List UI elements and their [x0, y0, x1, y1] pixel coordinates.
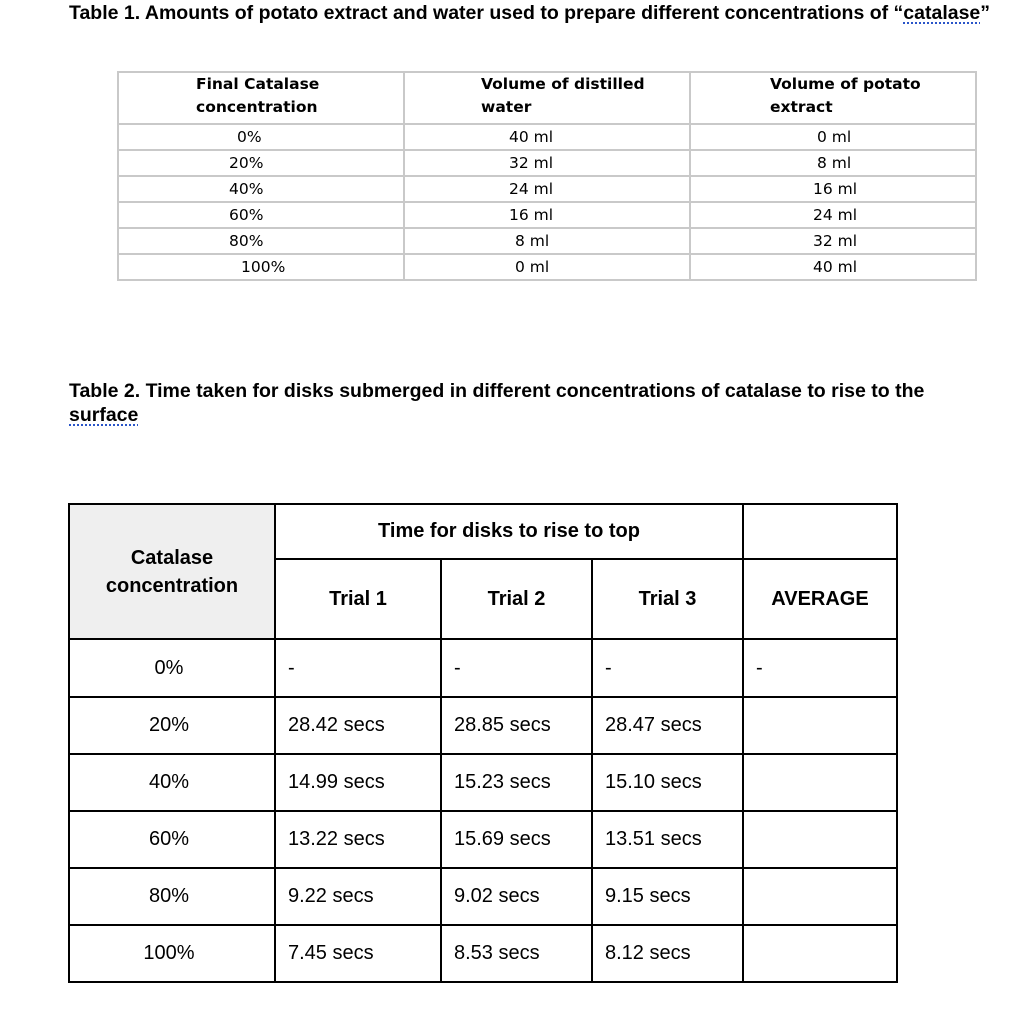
- table1-header-extract: Volume of potato extract: [690, 72, 976, 124]
- table1-cell-concentration: 40%: [118, 176, 404, 202]
- table1-cell-extract: 8 ml: [690, 150, 976, 176]
- table-row: [69, 697, 897, 754]
- table1-cell-extract: 0 ml: [690, 124, 976, 150]
- table1-cell-water: 8 ml: [404, 228, 690, 254]
- table2-cell-trial2: 8.53 secs: [441, 925, 592, 982]
- table2: [68, 503, 898, 983]
- table2-cell-trial3: 9.15 secs: [592, 868, 743, 925]
- table2-cell-concentration: 60%: [69, 811, 275, 868]
- table2-cell-average: -: [743, 639, 897, 697]
- table-row: [118, 202, 976, 228]
- table1-cell-concentration: 80%: [118, 228, 404, 254]
- table2-cell-concentration: 0%: [69, 639, 275, 697]
- table2-header-concentration: Catalase concentration: [69, 504, 275, 639]
- table2-cell-trial1: 7.45 secs: [275, 925, 441, 982]
- table1-header-row: [118, 72, 976, 124]
- table1-cell-extract: 40 ml: [690, 254, 976, 280]
- table2-cell-trial1: 28.42 secs: [275, 697, 441, 754]
- table1-cell-water: 16 ml: [404, 202, 690, 228]
- table2-cell-trial3: 8.12 secs: [592, 925, 743, 982]
- table1-cell-concentration: 20%: [118, 150, 404, 176]
- table2-cell-average: [743, 925, 897, 982]
- table1-title-catalase-word: catalase: [903, 2, 981, 24]
- table-row: [69, 754, 897, 811]
- table1-cell-concentration: 60%: [118, 202, 404, 228]
- table-row: [118, 254, 976, 280]
- table2-cell-average: [743, 754, 897, 811]
- table1-cell-extract: 16 ml: [690, 176, 976, 202]
- table1-cell-extract: 32 ml: [690, 228, 976, 254]
- table2-title: [69, 379, 969, 427]
- table2-cell-average: [743, 811, 897, 868]
- table2-cell-trial1: 14.99 secs: [275, 754, 441, 811]
- table2-cell-trial2: 28.85 secs: [441, 697, 592, 754]
- table-row: [118, 176, 976, 202]
- table2-cell-concentration: 40%: [69, 754, 275, 811]
- table2-cell-trial1: -: [275, 639, 441, 697]
- table2-title-text: Table 2. Time taken for disks submerged in different concentrations of catalase to rise to the: [69, 380, 925, 402]
- table2-cell-trial2: -: [441, 639, 592, 697]
- table2-cell-trial2: 15.69 secs: [441, 811, 592, 868]
- table2-cell-concentration: 100%: [69, 925, 275, 982]
- table1-header-concentration: Final Catalase concentration: [118, 72, 404, 124]
- table-row: [69, 639, 897, 697]
- table2-header-average: AVERAGE: [743, 559, 897, 639]
- table2-cell-average: [743, 697, 897, 754]
- table2-header-trial2: Trial 2: [441, 559, 592, 639]
- table1-title-text: Table 1. Amounts of potato extract and water used to prepare different concentrations of “: [69, 2, 904, 24]
- table2-header-average-top: [743, 504, 897, 559]
- table2-cell-trial2: 9.02 secs: [441, 868, 592, 925]
- table-row: [69, 868, 897, 925]
- table1-title: [69, 1, 999, 25]
- table2-cell-average: [743, 868, 897, 925]
- table1-cell-water: 40 ml: [404, 124, 690, 150]
- table2-cell-trial1: 9.22 secs: [275, 868, 441, 925]
- table2-title-surface-word: surface: [69, 404, 139, 426]
- table2-cell-trial3: 15.10 secs: [592, 754, 743, 811]
- table2-cell-trial2: 15.23 secs: [441, 754, 592, 811]
- table2-cell-concentration: 20%: [69, 697, 275, 754]
- table-row: [69, 925, 897, 982]
- table-row: [118, 124, 976, 150]
- table1-cell-concentration: 100%: [118, 254, 404, 280]
- table2-header-trial3: Trial 3: [592, 559, 743, 639]
- table2-cell-trial1: 13.22 secs: [275, 811, 441, 868]
- table2-cell-concentration: 80%: [69, 868, 275, 925]
- table1-cell-water: 24 ml: [404, 176, 690, 202]
- table1-cell-water: 0 ml: [404, 254, 690, 280]
- table1-cell-water: 32 ml: [404, 150, 690, 176]
- table-row: [118, 228, 976, 254]
- table1: [117, 71, 977, 281]
- table1-cell-concentration: 0%: [118, 124, 404, 150]
- table2-header-trial1: Trial 1: [275, 559, 441, 639]
- table1-title-closing-quote: ”: [980, 2, 991, 24]
- table2-header-time-group: Time for disks to rise to top: [275, 504, 743, 559]
- table2-cell-trial3: -: [592, 639, 743, 697]
- table-row: [69, 811, 897, 868]
- table2-cell-trial3: 13.51 secs: [592, 811, 743, 868]
- table1-header-water: Volume of distilled water: [404, 72, 690, 124]
- table1-cell-extract: 24 ml: [690, 202, 976, 228]
- table2-header-row-top: [69, 504, 897, 559]
- table-row: [118, 150, 976, 176]
- table2-cell-trial3: 28.47 secs: [592, 697, 743, 754]
